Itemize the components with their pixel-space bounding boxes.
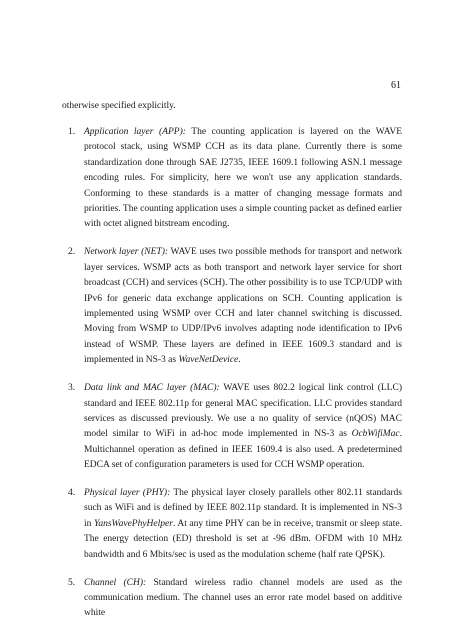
item-number: 1.	[68, 127, 76, 137]
item-text: The counting application is layered on the WAVE protocol stack, using WSMP CCH as its data plane. Currently there is some standardization done through SAE J2735, IEEE 1609.1 following ASN.1 message encoding rules. For simplicity, here we won't use any application standards. Conforming to these standards is a matter of changing message formats and priorities. The counting application uses a simple counting packet as defined earlier with octet aligned bitstream encoding.	[84, 127, 402, 230]
item-class-name: WaveNetDevice	[178, 355, 239, 366]
item-text-end: . At any time PHY can be in receive, transmit or sleep state. The energy detection (ED) threshold is set at -96 dBm. OFDM with 10 MHz bandwidth and 6 Mbits/sec is used as the modulation scheme (half rate QPSK).	[84, 518, 402, 560]
list-item-phy	[68, 486, 402, 563]
item-text-end: .	[238, 355, 241, 366]
item-text-end: . Multichannel operation as defined in IEEE 1609.4 is also used. A predetermined EDCA set of configuration parameters is used for CCH WSMP operation.	[84, 429, 402, 471]
item-title: Physical layer (PHY):	[84, 488, 171, 499]
item-number: 4.	[68, 488, 76, 499]
item-text: Standard wireless radio channel models are used as the communication medium. The channel uses an error rate model based on additive white	[84, 577, 402, 619]
item-number: 5.	[68, 577, 76, 588]
item-title: Application layer (APP):	[84, 127, 186, 137]
item-text: WAVE uses 802.2 logical link control (LLC) standard and IEEE 802.11p for general MAC specification. LLC provides standard services as discussed previously. We use a no quality of service (nQOS) MAC model similar to WiFi in ad-hoc mode implemented in NS-3 as	[84, 383, 402, 440]
item-class-name: YansWavePhyHelper	[93, 518, 173, 529]
item-title: Channel (CH):	[84, 577, 147, 588]
item-text: WAVE uses two possible methods for transport and network layer services. WSMP acts as both transport and network layer service for short broadcast (CCH) and services (SCH). The other possibility is to use TCP/UDP with IPv6 for generic data exchange applications on SCH. Counting application is implemented using WSMP over CCH and later channel switching is discussed. Moving from WSMP to UDP/IPv6 involves adapting node identification to IPv6 instead of WSMP. These layers are defined in IEEE 1609.3 standard and is implemented in NS-3 as	[84, 247, 402, 366]
list-item-mac	[68, 381, 402, 473]
list-item-net	[68, 245, 402, 368]
item-text: The physical layer closely parallels other 802.11 standards such as WiFi and is defined by IEEE 802.11p standard. It is implemented in NS-3 in	[84, 488, 402, 529]
item-title: Network layer (NET):	[84, 247, 169, 258]
item-class-name: OcbWifiMac	[351, 429, 400, 440]
item-number: 3.	[68, 383, 76, 394]
item-number: 2.	[68, 247, 76, 258]
page-number: 61	[391, 80, 401, 91]
lead-paragraph: otherwise specified explicitly.	[62, 101, 176, 111]
item-title: Data link and MAC layer (MAC):	[84, 383, 220, 394]
layer-list	[68, 125, 402, 634]
list-item-app	[68, 125, 402, 233]
